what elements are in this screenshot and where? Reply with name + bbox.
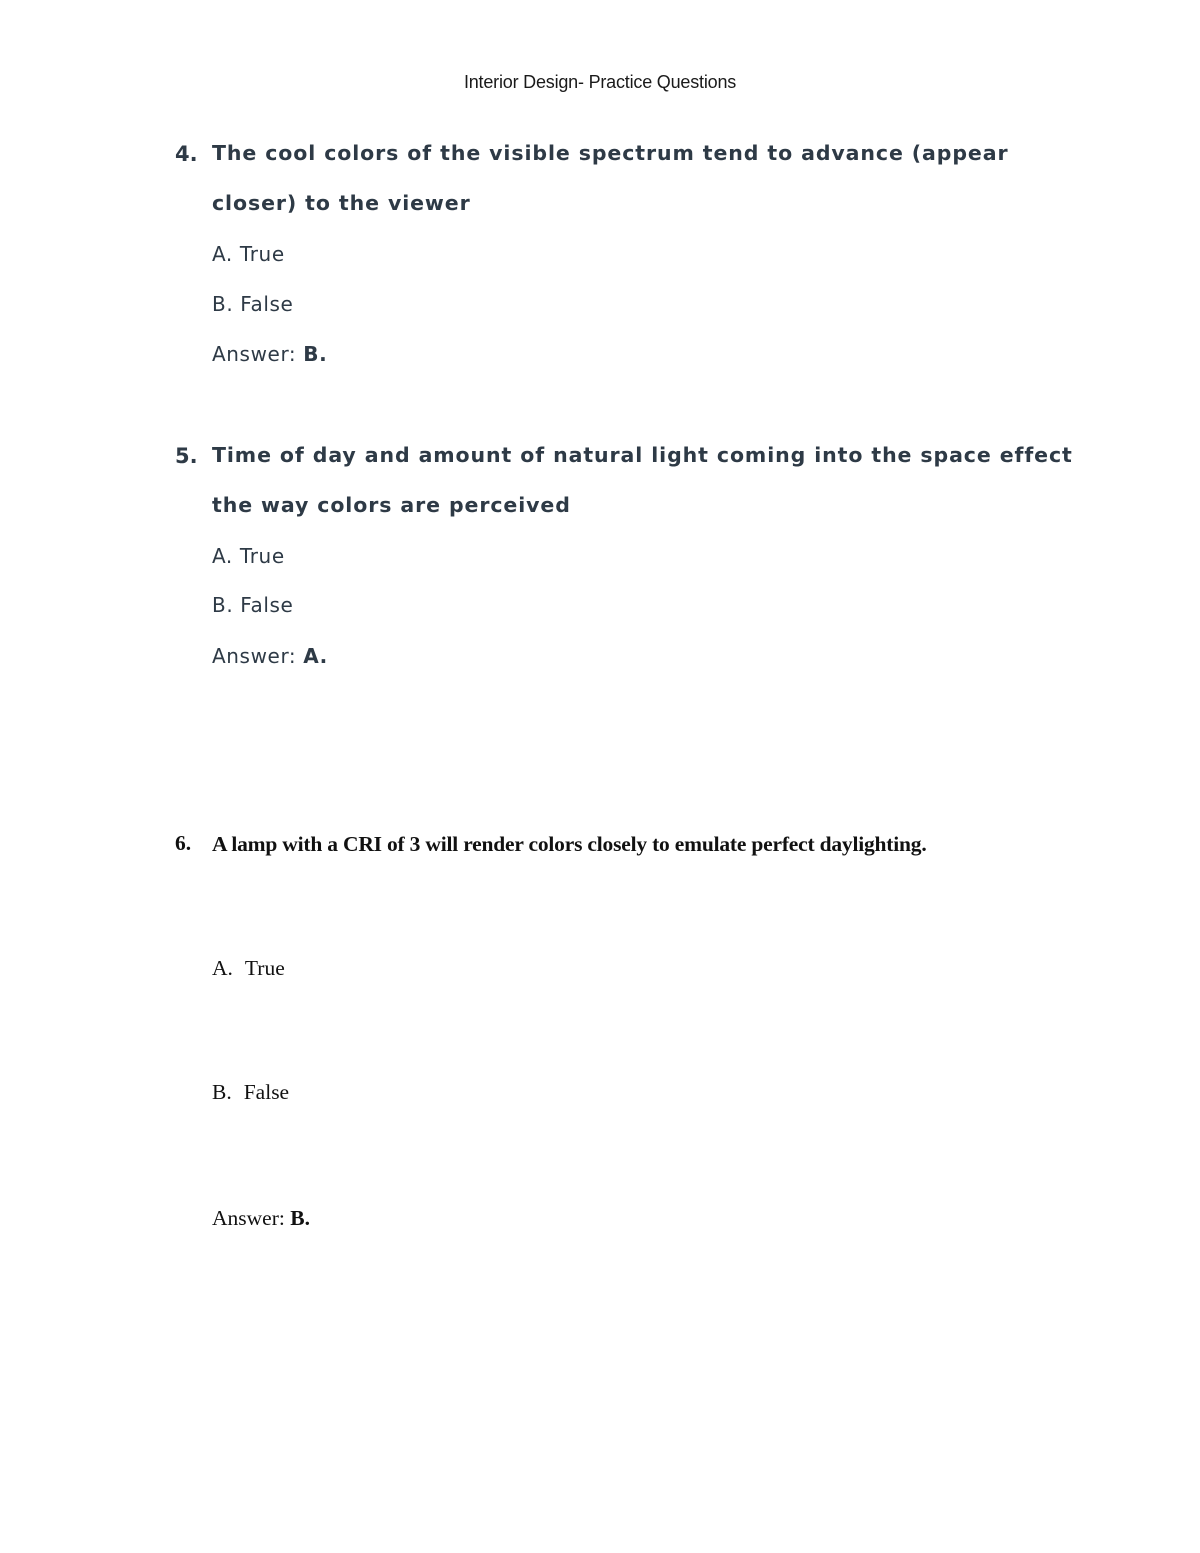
option-b: B. False — [212, 593, 294, 617]
option-text: True — [244, 956, 285, 980]
question-text-line-1: Time of day and amount of natural light coming into the space effect — [212, 443, 1073, 467]
option-a: A. True — [212, 242, 285, 266]
option-a: A. True — [212, 544, 285, 568]
question-number: 5. — [175, 444, 198, 468]
page-header: Interior Design- Practice Questions — [463, 72, 737, 92]
question-text: A lamp with a CRI of 3 will render colors closely to emulate perfect daylighting. — [212, 832, 927, 856]
answer-value: B. — [303, 342, 328, 366]
option-a — [212, 955, 285, 981]
option-letter: A. — [212, 956, 233, 980]
answer-label: Answer: — [212, 342, 304, 366]
question-text-line-2: closer) to the viewer — [212, 191, 471, 215]
option-text: False — [243, 1080, 290, 1104]
option-b — [212, 1079, 289, 1105]
question-text-line-2: the way colors are perceived — [212, 493, 571, 517]
answer — [212, 342, 327, 366]
answer-value: B. — [290, 1206, 310, 1230]
question-text-line-1: The cool colors of the visible spectrum tend to advance (appear — [212, 141, 1009, 165]
option-letter: B. — [212, 1080, 232, 1104]
option-b: B. False — [212, 292, 294, 316]
answer — [212, 1205, 310, 1231]
question-number: 6. — [175, 831, 192, 855]
answer-label: Answer: — [212, 644, 304, 668]
answer-value: A. — [303, 644, 328, 668]
answer — [212, 644, 328, 668]
question-number: 4. — [175, 142, 198, 166]
answer-label: Answer: — [212, 1206, 291, 1230]
